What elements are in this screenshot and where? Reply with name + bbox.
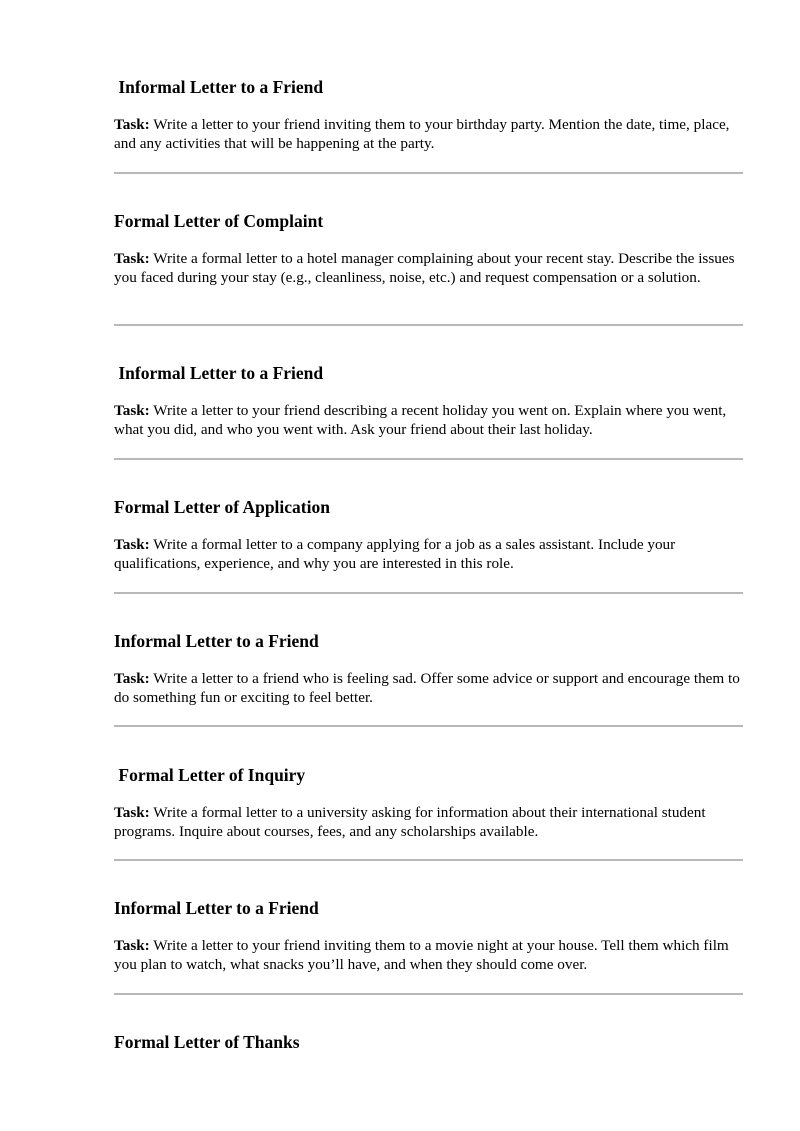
task-label: Task: (114, 937, 150, 954)
task-label: Task: (114, 670, 150, 687)
task-label: Task: (114, 402, 150, 419)
task-description (114, 804, 744, 841)
section-heading: Formal Letter of Inquiry (114, 765, 306, 785)
task-description (114, 536, 744, 573)
section-heading: Formal Letter of Thanks (114, 1032, 300, 1052)
task-text: Write a letter to your friend describing a recent holiday you went on. Explain where you went, what you did, and who you went with. Ask your friend about their last holiday. (114, 402, 727, 438)
task-text: Write a letter to your friend inviting them to a movie night at your house. Tell them which film you plan to watch, what snacks you’ll have, and when they should come over. (114, 937, 729, 973)
task-description (114, 402, 744, 439)
section-heading: Informal Letter to a Friend (114, 363, 324, 383)
letter-section-4 (114, 497, 744, 572)
letter-section-3 (114, 363, 744, 438)
task-description (114, 250, 744, 287)
task-text: Write a formal letter to a university asking for information about their international student programs. Inquire about courses, fees, and any scholarships available. (114, 804, 706, 840)
task-description (114, 670, 744, 707)
task-label: Task: (114, 116, 150, 133)
task-text: Write a formal letter to a company applying for a job as a sales assistant. Include your qualifications, experience, and why you are interested in this role. (114, 536, 676, 572)
letter-section-2 (114, 211, 744, 286)
task-text: Write a letter to a friend who is feeling sad. Offer some advice or support and encourage them to do something fun or exciting to feel better. (114, 670, 740, 706)
task-label: Task: (114, 536, 150, 553)
task-label: Task: (114, 804, 150, 821)
letter-section-8 (114, 1032, 744, 1052)
letter-section-7 (114, 898, 744, 973)
task-description (114, 116, 744, 153)
section-divider (114, 725, 743, 727)
section-divider (114, 859, 743, 861)
section-heading: Formal Letter of Complaint (114, 211, 324, 231)
section-heading: Informal Letter to a Friend (114, 631, 319, 651)
section-divider (114, 993, 743, 995)
task-text: Write a formal letter to a hotel manager complaining about your recent stay. Describe the issues you faced during your stay (e.g., cleanliness, noise, etc.) and request compensation or a solution. (114, 250, 735, 286)
section-divider (114, 172, 743, 174)
section-heading: Informal Letter to a Friend (114, 898, 319, 918)
task-label: Task: (114, 250, 150, 267)
section-divider (114, 458, 743, 460)
task-description (114, 937, 744, 974)
letter-section-6 (114, 765, 744, 840)
task-text: Write a letter to your friend inviting them to your birthday party. Mention the date, time, place, and any activities that will be happening at the party. (114, 116, 730, 152)
section-divider (114, 324, 743, 326)
section-heading: Formal Letter of Application (114, 497, 330, 517)
letter-section-5 (114, 631, 744, 706)
section-divider (114, 592, 743, 594)
section-heading: Informal Letter to a Friend (114, 77, 324, 97)
letter-section-1 (114, 77, 744, 152)
